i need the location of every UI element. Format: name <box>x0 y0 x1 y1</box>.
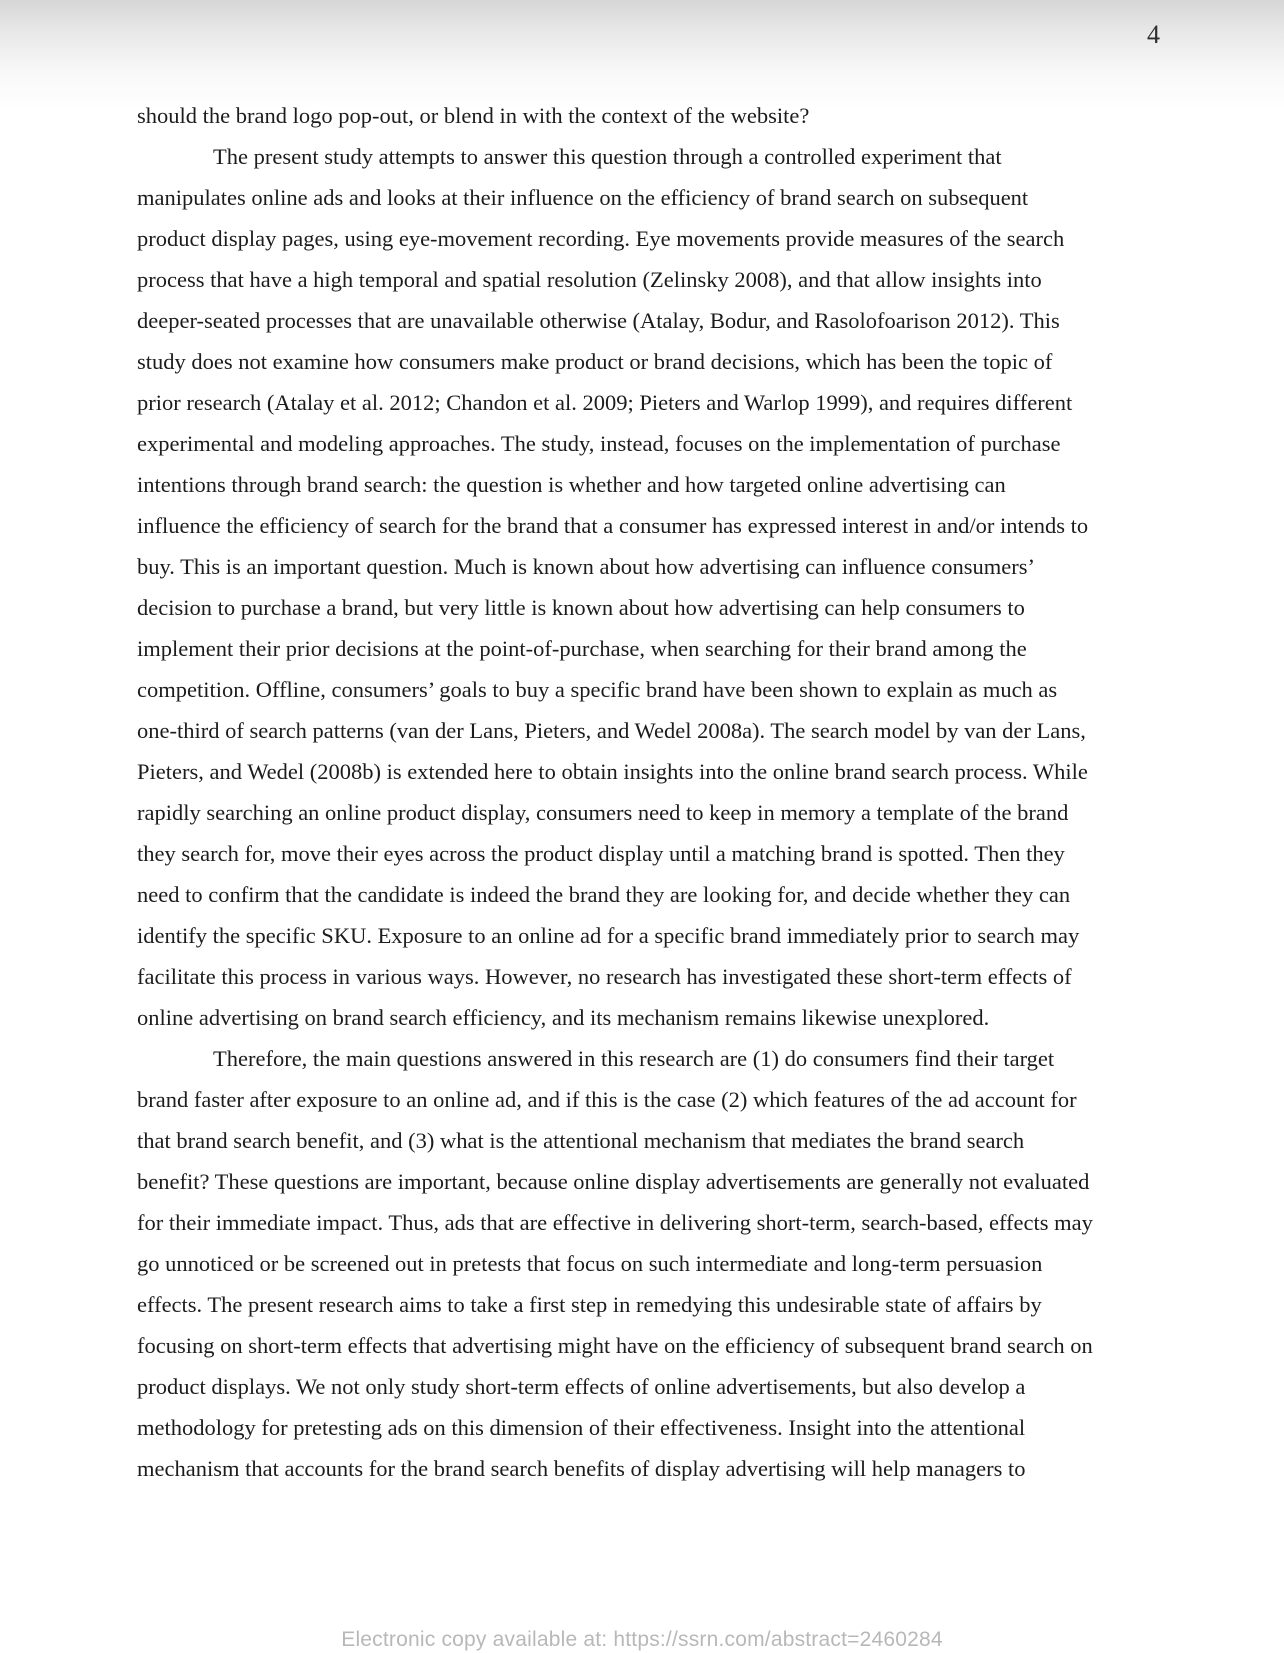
text-line: one-third of search patterns (van der Lans, Pieters, and Wedel 2008a). The search model by van der Lans, <box>137 718 1086 743</box>
text-line: facilitate this process in various ways. However, no research has investigated these short-term effects of <box>137 964 1072 989</box>
text-line: study does not examine how consumers make product or brand decisions, which has been the topic of <box>137 349 1053 374</box>
text-line: product display pages, using eye-movement recording. Eye movements provide measures of the search <box>137 226 1065 251</box>
text-line: need to confirm that the candidate is indeed the brand they are looking for, and decide whether they can <box>137 882 1071 907</box>
text-line: The present study attempts to answer this question through a controlled experiment that <box>213 144 1002 169</box>
text-line: that brand search benefit, and (3) what is the attentional mechanism that mediates the brand search <box>137 1128 1025 1153</box>
text-line: buy. This is an important question. Much is known about how advertising can influence consumers’ <box>137 554 1035 579</box>
text-line: online advertising on brand search efficiency, and its mechanism remains likewise unexplored. <box>137 1005 990 1030</box>
text-line: should the brand logo pop-out, or blend in with the context of the website? <box>137 103 810 128</box>
text-line: decision to purchase a brand, but very little is known about how advertising can help consumers to <box>137 595 1025 620</box>
page-number: 4 <box>1147 20 1160 49</box>
text-line: product displays. We not only study short-term effects of online advertisements, but also develop a <box>137 1374 1026 1399</box>
text-line: influence the efficiency of search for the brand that a consumer has expressed interest in and/or intends to <box>137 513 1089 538</box>
text-line: methodology for pretesting ads on this dimension of their effectiveness. Insight into the attentional <box>137 1415 1026 1440</box>
text-line: focusing on short-term effects that advertising might have on the efficiency of subsequent brand search on <box>137 1333 1093 1358</box>
text-line: effects. The present research aims to take a first step in remedying this undesirable state of affairs by <box>137 1292 1042 1317</box>
text-line: Therefore, the main questions answered in this research are (1) do consumers find their target <box>213 1046 1055 1071</box>
text-line: benefit? These questions are important, because online display advertisements are generally not evaluated <box>137 1169 1090 1194</box>
text-line: process that have a high temporal and spatial resolution (Zelinsky 2008), and that allow insights into <box>137 267 1042 292</box>
text-line: deeper-seated processes that are unavailable otherwise (Atalay, Bodur, and Rasolofoarison 2012). This <box>137 308 1060 333</box>
text-line: rapidly searching an online product display, consumers need to keep in memory a template of the brand <box>137 800 1069 825</box>
footer-watermark: Electronic copy available at: https://ssrn.com/abstract=2460284 <box>341 1628 943 1651</box>
text-line: brand faster after exposure to an online ad, and if this is the case (2) which features of the ad account for <box>137 1087 1077 1112</box>
text-line: experimental and modeling approaches. The study, instead, focuses on the implementation of purchase <box>137 431 1061 456</box>
text-line: manipulates online ads and looks at their influence on the efficiency of brand search on subsequent <box>137 185 1029 210</box>
text-line: Pieters, and Wedel (2008b) is extended here to obtain insights into the online brand search process. While <box>137 759 1088 784</box>
text-line: intentions through brand search: the question is whether and how targeted online advertising can <box>137 472 1006 497</box>
text-line: go unnoticed or be screened out in pretests that focus on such intermediate and long-term persuasion <box>137 1251 1043 1276</box>
text-line: mechanism that accounts for the brand search benefits of display advertising will help managers to <box>137 1456 1026 1481</box>
text-line: implement their prior decisions at the point-of-purchase, when searching for their brand among the <box>137 636 1027 661</box>
text-line: competition. Offline, consumers’ goals to buy a specific brand have been shown to explain as much as <box>137 677 1058 702</box>
text-line: for their immediate impact. Thus, ads that are effective in delivering short-term, search-based, effects may <box>137 1210 1093 1235</box>
text-line: prior research (Atalay et al. 2012; Chandon et al. 2009; Pieters and Warlop 1999), and requires different <box>137 390 1073 415</box>
text-line: they search for, move their eyes across the product display until a matching brand is spotted. Then they <box>137 841 1065 866</box>
body-text <box>137 95 1153 1489</box>
text-line: identify the specific SKU. Exposure to an online ad for a specific brand immediately prior to search may <box>137 923 1080 948</box>
